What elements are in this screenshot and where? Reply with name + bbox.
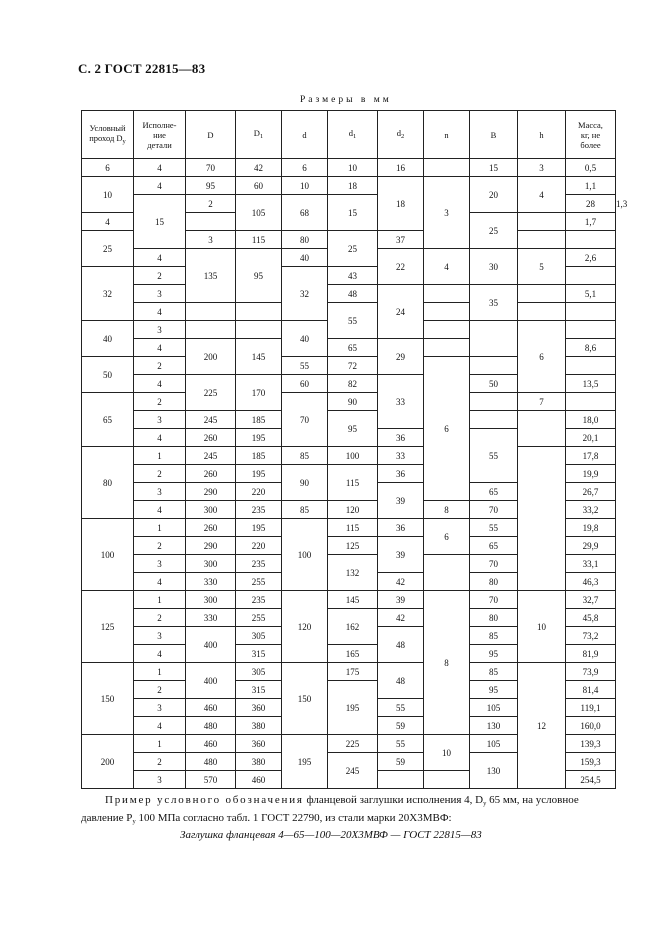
table-cell: 145 xyxy=(328,591,378,609)
table-cell: 245 xyxy=(186,447,236,465)
col-header-variant: Исполне- ние детали xyxy=(134,111,186,159)
table-cell: 39 xyxy=(378,537,424,573)
table-row xyxy=(82,285,616,303)
table-cell: 135 xyxy=(186,249,236,303)
table-cell: 360 xyxy=(236,735,282,753)
table-cell: 400 xyxy=(186,627,236,663)
table-cell: 125 xyxy=(328,537,378,555)
table-cell: 185 xyxy=(236,447,282,465)
table-cell: 60 xyxy=(282,375,328,393)
table-cell: 1,7 xyxy=(566,213,616,231)
table-cell: 1 xyxy=(134,447,186,465)
table-cell xyxy=(424,555,470,591)
table-cell: 2 xyxy=(134,465,186,483)
table-cell: 460 xyxy=(236,771,282,789)
table-cell: 115 xyxy=(328,465,378,501)
col-header-n: n xyxy=(424,111,470,159)
table-cell: 100 xyxy=(328,447,378,465)
table-cell: 33,2 xyxy=(566,501,616,519)
table-cell: 39 xyxy=(378,483,424,519)
table-cell: 22 xyxy=(378,249,424,285)
table-cell: 300 xyxy=(186,591,236,609)
table-cell: 20 xyxy=(470,177,518,213)
table-cell: 37 xyxy=(378,231,424,249)
table-cell: 290 xyxy=(186,537,236,555)
table-cell: 360 xyxy=(236,699,282,717)
table-cell: 4 xyxy=(134,339,186,357)
table-cell: 15 xyxy=(328,195,378,231)
table-cell: 2 xyxy=(186,195,236,213)
table-cell: 72 xyxy=(328,357,378,375)
table-cell: 80 xyxy=(82,447,134,519)
table-cell: 45,8 xyxy=(566,609,616,627)
table-cell: 24 xyxy=(378,285,424,339)
table-cell: 7 xyxy=(518,393,566,411)
table-cell: 3 xyxy=(134,285,186,303)
table-row xyxy=(82,591,616,609)
table-cell: 165 xyxy=(328,645,378,663)
col-header-mass: Масса, кг, не более xyxy=(566,111,616,159)
table-cell: 8 xyxy=(424,501,470,519)
table-cell: 36 xyxy=(378,465,424,483)
designation-example: Заглушка фланцевая 4—65—100—20Х3МВФ — ГОСТ 22815—83 xyxy=(180,829,482,841)
table-cell: 162 xyxy=(328,609,378,645)
table-cell: 254,5 xyxy=(566,771,616,789)
table-cell: 185 xyxy=(236,411,282,429)
table-cell: 15 xyxy=(470,159,518,177)
col-header-dy: Условный проход $D_y$ xyxy=(82,111,134,159)
table-cell: 1 xyxy=(134,663,186,681)
table-cell: 73,9 xyxy=(566,663,616,681)
table-cell xyxy=(518,231,566,249)
col-header-d1: $d_1$ xyxy=(328,111,378,159)
table-cell: 130 xyxy=(470,717,518,735)
table-cell: 139,3 xyxy=(566,735,616,753)
table-cell: 480 xyxy=(186,717,236,735)
table-cell: 95 xyxy=(470,645,518,663)
table-cell xyxy=(566,231,616,249)
table-cell: 195 xyxy=(236,465,282,483)
table-cell: 13,5 xyxy=(566,375,616,393)
table-cell xyxy=(566,303,616,321)
table-cell: 19,9 xyxy=(566,465,616,483)
table-cell: 255 xyxy=(236,573,282,591)
table-cell: 2 xyxy=(134,267,186,285)
table-cell: 132 xyxy=(328,555,378,591)
table-cell: 10 xyxy=(82,177,134,213)
table-cell: 65 xyxy=(470,537,518,555)
table-cell: 2 xyxy=(134,537,186,555)
table-cell xyxy=(518,447,566,591)
table-cell: 300 xyxy=(186,555,236,573)
table-cell: 220 xyxy=(236,537,282,555)
table-cell: 95 xyxy=(470,681,518,699)
table-cell: 3 xyxy=(134,483,186,501)
table-cell: 55 xyxy=(378,699,424,717)
table-cell: 65 xyxy=(328,339,378,357)
table-row xyxy=(82,411,616,429)
table-cell: 35 xyxy=(470,285,518,321)
table-cell: 29,9 xyxy=(566,537,616,555)
table-row: 15 2 105 68 15 28 1,3 xyxy=(82,195,616,213)
table-cell: 460 xyxy=(186,735,236,753)
table-cell: 160,0 xyxy=(566,717,616,735)
table-cell: 39 xyxy=(378,591,424,609)
table-cell: 100 xyxy=(82,519,134,591)
table-cell: 6 xyxy=(82,159,134,177)
table-cell: 6 xyxy=(282,159,328,177)
table-cell: 48 xyxy=(378,663,424,699)
table-cell: 10 xyxy=(328,159,378,177)
table-cell: 245 xyxy=(328,753,378,789)
table-cell: 15 xyxy=(134,195,186,249)
table-cell: 10 xyxy=(518,591,566,663)
table-cell: 32 xyxy=(82,267,134,321)
table-cell: 1 xyxy=(134,519,186,537)
table-cell: 85 xyxy=(470,627,518,645)
table-cell: 159,3 xyxy=(566,753,616,771)
table-cell: 2 xyxy=(134,609,186,627)
table-cell: 50 xyxy=(470,375,518,393)
table-cell: 90 xyxy=(328,393,378,411)
table-cell: 4 xyxy=(134,177,186,195)
table-cell: 4 xyxy=(134,159,186,177)
table-cell: 260 xyxy=(186,519,236,537)
table-cell: 46,3 xyxy=(566,573,616,591)
table-cell: 3 xyxy=(134,411,186,429)
table-cell: 95 xyxy=(328,411,378,447)
table-cell xyxy=(424,285,470,303)
table-cell: 105 xyxy=(470,699,518,717)
table-cell: 115 xyxy=(236,231,282,249)
table-cell: 42 xyxy=(378,573,424,591)
table-cell: 4 xyxy=(82,213,134,231)
table-cell: 480 xyxy=(186,753,236,771)
table-cell xyxy=(566,267,616,285)
table-cell: 119,1 xyxy=(566,699,616,717)
table-cell: 315 xyxy=(236,645,282,663)
table-cell: 5,1 xyxy=(566,285,616,303)
table-cell: 2 xyxy=(134,393,186,411)
table-cell: 3 xyxy=(134,627,186,645)
table-cell: 220 xyxy=(236,483,282,501)
table-cell: 6 xyxy=(424,357,470,501)
table-cell: 10 xyxy=(424,735,470,771)
table-cell: 29 xyxy=(378,339,424,375)
table-row xyxy=(82,663,616,681)
table-cell: 100 xyxy=(282,519,328,591)
table-cell xyxy=(424,159,470,177)
table-cell: 1 xyxy=(134,591,186,609)
table-cell: 570 xyxy=(186,771,236,789)
table-cell: 60 xyxy=(236,177,282,195)
table-cell: 68 xyxy=(282,195,328,231)
table-cell xyxy=(518,303,566,321)
table-cell xyxy=(186,303,236,321)
table-cell: 380 xyxy=(236,753,282,771)
units-caption: Размеры в мм xyxy=(300,95,392,105)
table-cell: 105 xyxy=(470,735,518,753)
table-cell: 20,1 xyxy=(566,429,616,447)
table-cell: 120 xyxy=(282,591,328,663)
table-cell: 32 xyxy=(282,267,328,321)
table-cell: 4 xyxy=(134,249,186,267)
table-row xyxy=(82,159,616,177)
table-cell: 1,1 xyxy=(566,177,616,195)
col-header-D1: $D_1$ xyxy=(236,111,282,159)
table-cell: 81,4 xyxy=(566,681,616,699)
table-cell: 42 xyxy=(236,159,282,177)
table-cell: 30 xyxy=(470,249,518,285)
table-cell: 4 xyxy=(134,429,186,447)
table-cell: 25 xyxy=(82,231,134,267)
table-cell: 28 xyxy=(566,195,616,213)
table-cell: 8,6 xyxy=(566,339,616,357)
table-cell: 125 xyxy=(82,591,134,663)
table-cell: 65 xyxy=(470,483,518,501)
table-cell: 150 xyxy=(282,663,328,735)
table-cell: 2 xyxy=(134,357,186,375)
table-cell: 130 xyxy=(470,753,518,789)
table-cell: 305 xyxy=(236,663,282,681)
table-cell: 8 xyxy=(424,591,470,735)
table-cell: 85 xyxy=(470,663,518,681)
table-cell: 2 xyxy=(134,753,186,771)
table-cell: 195 xyxy=(328,681,378,735)
table-cell: 3 xyxy=(134,699,186,717)
table-cell: 380 xyxy=(236,717,282,735)
col-header-B: B xyxy=(470,111,518,159)
table-cell: 4 xyxy=(134,645,186,663)
table-cell: 3 xyxy=(134,321,186,339)
table-cell: 3 xyxy=(518,159,566,177)
table-cell xyxy=(470,393,518,411)
table-cell: 2 xyxy=(134,681,186,699)
table-cell: 330 xyxy=(186,573,236,591)
table-cell: 4 xyxy=(424,249,470,285)
table-cell xyxy=(470,321,518,357)
table-header-row xyxy=(82,111,616,159)
table-cell: 33 xyxy=(378,375,424,429)
table-cell: 3 xyxy=(186,231,236,249)
page-header: С. 2 ГОСТ 22815—83 xyxy=(78,61,206,76)
table-cell xyxy=(236,303,282,321)
table-cell: 150 xyxy=(82,663,134,735)
table-cell xyxy=(186,213,236,231)
table-row xyxy=(82,447,616,465)
col-header-d2: $d_2$ xyxy=(378,111,424,159)
table-cell: 6 xyxy=(518,321,566,393)
table-cell: 2,6 xyxy=(566,249,616,267)
table-row xyxy=(82,393,616,411)
table-cell xyxy=(518,285,566,303)
table-cell: 225 xyxy=(328,735,378,753)
table-cell: 330 xyxy=(186,609,236,627)
table-cell: 200 xyxy=(186,339,236,375)
table-cell xyxy=(424,771,470,789)
table-cell: 95 xyxy=(236,249,282,303)
table-cell: 55 xyxy=(470,429,518,483)
table-cell: 235 xyxy=(236,555,282,573)
table-cell: 26,7 xyxy=(566,483,616,501)
table-cell: 70 xyxy=(282,393,328,447)
table-cell: 175 xyxy=(328,663,378,681)
table-cell: 40 xyxy=(282,249,328,267)
table-cell: 235 xyxy=(236,501,282,519)
table-cell: 195 xyxy=(236,429,282,447)
table-cell: 3 xyxy=(424,177,470,249)
table-cell xyxy=(424,303,470,321)
table-cell: 400 xyxy=(186,663,236,699)
col-header-h: h xyxy=(518,111,566,159)
table-cell: 4 xyxy=(134,303,186,321)
table-cell: 245 xyxy=(186,411,236,429)
table-cell: 235 xyxy=(236,591,282,609)
col-header-D: D xyxy=(186,111,236,159)
table-cell xyxy=(186,321,236,339)
table-cell: 48 xyxy=(378,627,424,663)
table-cell: 300 xyxy=(186,501,236,519)
table-cell: 59 xyxy=(378,717,424,735)
table-cell xyxy=(424,339,470,357)
dimensions-table xyxy=(81,110,628,789)
table-cell xyxy=(378,771,424,789)
table-cell: 33,1 xyxy=(566,555,616,573)
table-cell: 80 xyxy=(470,573,518,591)
table-cell: 85 xyxy=(282,501,328,519)
table-cell: 95 xyxy=(186,177,236,195)
example-lead: Пример условного обозначения xyxy=(105,794,304,806)
table-cell: 40 xyxy=(82,321,134,357)
table-cell: 82 xyxy=(328,375,378,393)
table-cell: 460 xyxy=(186,699,236,717)
table-cell: 4 xyxy=(518,177,566,213)
table-cell: 115 xyxy=(328,519,378,537)
table-cell: 255 xyxy=(236,609,282,627)
table-cell: 290 xyxy=(186,483,236,501)
table-cell: 42 xyxy=(378,609,424,627)
table-cell: 40 xyxy=(282,321,328,357)
table-cell: 70 xyxy=(186,159,236,177)
table-cell: 4 xyxy=(134,375,186,393)
table-cell: 200 xyxy=(82,735,134,789)
table-cell xyxy=(424,321,470,339)
table-cell: 120 xyxy=(328,501,378,519)
table-cell: 10 xyxy=(282,177,328,195)
table-cell xyxy=(236,321,282,339)
table-cell: 81,9 xyxy=(566,645,616,663)
table-cell: 65 xyxy=(82,393,134,447)
table-cell: 0,5 xyxy=(566,159,616,177)
table-cell: 1 xyxy=(134,735,186,753)
table-row xyxy=(82,303,616,321)
table-cell: 195 xyxy=(282,735,328,789)
table-cell: 80 xyxy=(470,609,518,627)
table-cell: 225 xyxy=(186,375,236,411)
table-cell: 3 xyxy=(134,771,186,789)
table-cell: 70 xyxy=(470,591,518,609)
table-cell xyxy=(566,357,616,375)
table-cell: 260 xyxy=(186,429,236,447)
table-cell: 55 xyxy=(282,357,328,375)
table-cell: 18 xyxy=(378,177,424,231)
table-cell: 19,8 xyxy=(566,519,616,537)
col-header-d: d xyxy=(282,111,328,159)
table-cell: 33 xyxy=(378,447,424,465)
table-cell xyxy=(518,213,566,231)
table-cell: 16 xyxy=(378,159,424,177)
table-cell: 18 xyxy=(328,177,378,195)
table-cell: 18,0 xyxy=(566,411,616,429)
table-cell: 4 xyxy=(134,501,186,519)
table-row xyxy=(82,177,616,195)
table-cell: 105 xyxy=(236,195,282,231)
table-cell: 55 xyxy=(470,519,518,537)
table-cell: 315 xyxy=(236,681,282,699)
table-cell: 59 xyxy=(378,753,424,771)
table-cell: 6 xyxy=(424,519,470,555)
table-cell: 4 xyxy=(134,717,186,735)
table-cell: 55 xyxy=(378,735,424,753)
table-cell: 17,8 xyxy=(566,447,616,465)
table-cell: 70 xyxy=(470,501,518,519)
table-cell xyxy=(470,357,518,375)
example-paragraph: Пример условного обозначения фланцевой заглушки исполнения 4, $D_y$ 65 мм, на условное давление $P_y$ 100 МПа согласно табл. 1 ГОСТ 22790, из стали марки 20Х3МВФ: xyxy=(81,794,579,825)
table-cell: 48 xyxy=(328,285,378,303)
table-cell: 5 xyxy=(518,249,566,285)
table-cell: 195 xyxy=(236,519,282,537)
table-cell xyxy=(566,393,616,411)
table-cell: 145 xyxy=(236,339,282,375)
table-cell: 50 xyxy=(82,357,134,393)
table-cell: 305 xyxy=(236,627,282,645)
table-cell: 170 xyxy=(236,375,282,411)
table-cell: 32,7 xyxy=(566,591,616,609)
table-cell: 36 xyxy=(378,519,424,537)
table-cell: 25 xyxy=(470,213,518,249)
table-cell: 70 xyxy=(470,555,518,573)
table-cell: 12 xyxy=(518,663,566,789)
table-cell: 43 xyxy=(328,267,378,285)
table-cell: 260 xyxy=(186,465,236,483)
table-cell: 73,2 xyxy=(566,627,616,645)
table-cell xyxy=(470,411,518,429)
table-cell: 85 xyxy=(282,447,328,465)
table-cell: 36 xyxy=(378,429,424,447)
table-cell: 90 xyxy=(282,465,328,501)
table-cell: 3 xyxy=(134,555,186,573)
table-cell xyxy=(566,321,616,339)
table-cell: 25 xyxy=(328,231,378,267)
table-cell: 80 xyxy=(282,231,328,249)
table-cell: 4 xyxy=(134,573,186,591)
table-cell: 55 xyxy=(328,303,378,339)
table-cell xyxy=(518,411,566,447)
